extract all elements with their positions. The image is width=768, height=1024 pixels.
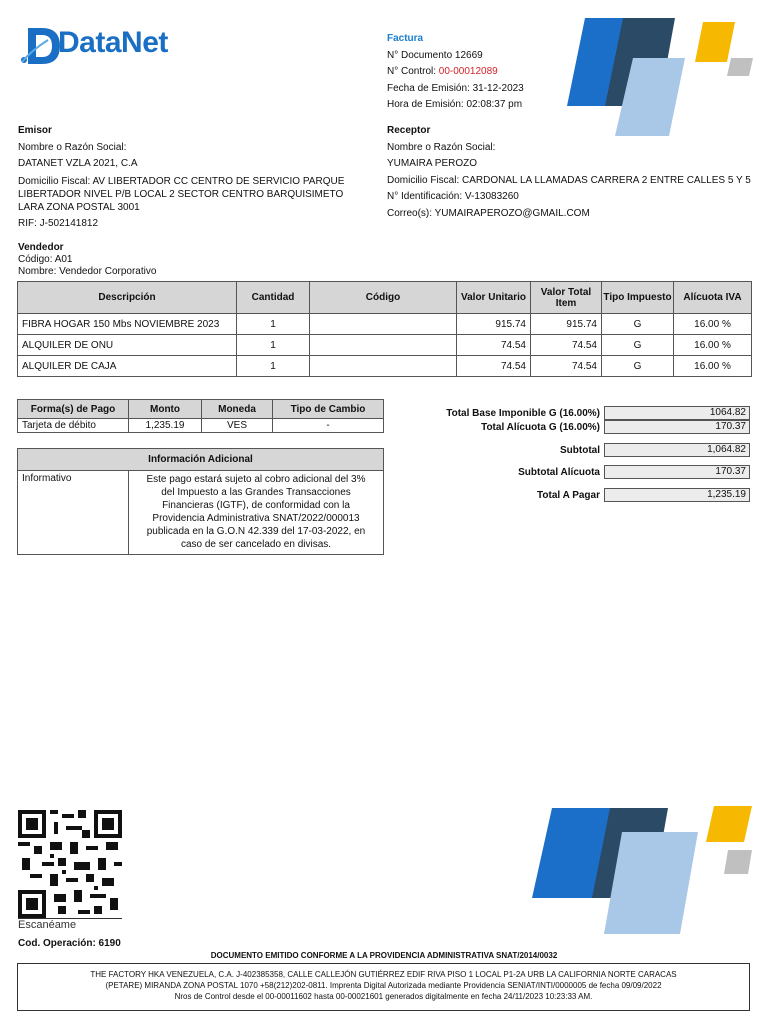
cell-valor-unitario: 915.74 (457, 314, 531, 335)
cell-valor-unitario: 74.54 (457, 335, 531, 356)
cell-descripcion: ALQUILER DE ONU (18, 335, 237, 356)
table-row (18, 356, 752, 377)
total-alicuota-value: 170.37 (604, 420, 750, 434)
emisor-name-label: Nombre o Razón Social: (18, 141, 127, 153)
emisor-block (18, 123, 368, 232)
cell-valor-total: 915.74 (531, 314, 602, 335)
emisor-heading: Emisor (18, 125, 52, 136)
table-row (18, 335, 752, 356)
vendedor-code: Código: A01 (18, 254, 73, 265)
cell-moneda: VES (202, 419, 273, 433)
receptor-address: Domicilio Fiscal: CARDONAL LA LLAMADAS CARRERA 2 ENTRE CALLES 5 Y 5 (387, 174, 751, 186)
cell-valor-total: 74.54 (531, 356, 602, 377)
total-base-row (400, 406, 750, 420)
cell-cantidad: 1 (237, 314, 310, 335)
col-forma-pago: Forma(s) de Pago (18, 400, 129, 419)
col-tipo-impuesto: Tipo Impuesto (602, 282, 674, 314)
subtotal-value: 1,064.82 (604, 443, 750, 457)
col-descripcion: Descripción (18, 282, 237, 314)
emisor-rif: RIF: J-502141812 (18, 217, 99, 229)
items-table (17, 281, 752, 377)
receptor-name: YUMAIRA PEROZO (387, 158, 478, 169)
control-number: N° Control: 00-00012089 (387, 66, 498, 77)
col-tipo-cambio: Tipo de Cambio (273, 400, 384, 419)
emisor-address: Domicilio Fiscal: AV LIBERTADOR CC CENTRO DE SERVICIO PARQUE LIBERTADOR NIVEL P/B LOCAL 2 SECTOR CENTRO BARQUISIMETO LARA ZONA POSTAL 3001 (18, 175, 345, 213)
printer-line-3: Nros de Control desde el 00-00011602 hasta 00-00021601 generados digitalmente en fecha 24/11/2023 10:23:33 AM. (174, 992, 593, 1001)
cell-forma-pago: Tarjeta de débito (18, 419, 129, 433)
subtotal-alicuota-label: Subtotal Alícuota (518, 466, 600, 478)
qr-caption: Escanéame (18, 918, 122, 931)
cell-codigo (310, 335, 457, 356)
subtotal-alicuota-value: 170.37 (604, 465, 750, 479)
receptor-block (387, 123, 757, 222)
cell-valor-unitario: 74.54 (457, 356, 531, 377)
additional-info-heading: Información Adicional (18, 449, 384, 471)
vendedor-heading: Vendedor (18, 242, 64, 253)
emission-time: Hora de Emisión: 02:08:37 pm (387, 99, 523, 110)
additional-info-table (17, 448, 384, 555)
cell-valor-total: 74.54 (531, 335, 602, 356)
subtotal-row (400, 443, 750, 457)
invoice-title: Factura (387, 33, 424, 44)
col-alicuota: Alícuota IVA (674, 282, 752, 314)
cell-alicuota: 16.00 % (674, 335, 752, 356)
providencia-text: DOCUMENTO EMITIDO CONFORME A LA PROVIDENCIA ADMINISTRATIVA SNAT/2014/0032 (210, 951, 558, 960)
cell-tipo-impuesto: G (602, 356, 674, 377)
col-monto: Monto (129, 400, 202, 419)
cell-cantidad: 1 (237, 335, 310, 356)
col-cantidad: Cantidad (237, 282, 310, 314)
invoice-info (387, 31, 587, 114)
vendedor-block (18, 242, 318, 278)
emission-date: Fecha de Emisión: 31-12-2023 (387, 82, 524, 94)
logo-text: DataNet (58, 26, 168, 59)
total-pagar-value: 1,235.19 (604, 488, 750, 502)
subtotal-alicuota-row (400, 465, 750, 479)
doc-number: N° Documento 12669 (387, 49, 483, 61)
cell-monto: 1,235.19 (129, 419, 202, 433)
total-base-value: 1064.82 (604, 406, 750, 420)
vendedor-name: Nombre: Vendedor Corporativo (18, 266, 157, 277)
qr-code (18, 810, 122, 918)
control-value: 00-00012089 (438, 66, 498, 77)
cell-tipo-cambio: - (273, 419, 384, 433)
cell-tipo-impuesto: G (602, 314, 674, 335)
receptor-heading: Receptor (387, 125, 431, 136)
emisor-name: DATANET VZLA 2021, C.A (18, 158, 138, 169)
cell-alicuota: 16.00 % (674, 314, 752, 335)
table-row (18, 419, 384, 433)
payment-table (17, 399, 384, 433)
col-codigo: Código (310, 282, 457, 314)
cell-codigo (310, 356, 457, 377)
receptor-email: Correo(s): YUMAIRAPEROZO@GMAIL.COM (387, 207, 590, 219)
col-valor-total: Valor Total Item (531, 282, 602, 314)
receptor-id: N° Identificación: V-13083260 (387, 191, 519, 202)
subtotal-label: Subtotal (560, 444, 600, 456)
receptor-name-label: Nombre o Razón Social: (387, 141, 496, 153)
additional-info-label: Informativo (18, 471, 129, 555)
payment-header-row (18, 400, 384, 419)
cell-descripcion: FIBRA HOGAR 150 Mbs NOVIEMBRE 2023 (18, 314, 237, 335)
total-pagar-row (400, 488, 750, 502)
table-row (18, 314, 752, 335)
cell-tipo-impuesto: G (602, 335, 674, 356)
cell-alicuota: 16.00 % (674, 356, 752, 377)
cell-codigo (310, 314, 457, 335)
col-valor-unitario: Valor Unitario (457, 282, 531, 314)
col-moneda: Moneda (202, 400, 273, 419)
total-alicuota-label: Total Alícuota G (16.00%) (481, 421, 600, 433)
cell-descripcion: ALQUILER DE CAJA (18, 356, 237, 377)
printer-info-box (17, 963, 750, 1011)
header-decoration (565, 18, 755, 138)
total-base-label: Total Base Imponible G (16.00%) (446, 407, 600, 419)
cell-cantidad: 1 (237, 356, 310, 377)
printer-line-2: (PETARE) MIRANDA ZONA POSTAL 1070 +58(212)202-0811. Imprenta Digital Autorizada mediante Providencia SENIAT/INTI/0000005 de fecha 09/09/2022 (105, 981, 662, 990)
total-alicuota-row (400, 420, 750, 434)
total-pagar-label: Total A Pagar (537, 489, 600, 501)
operation-code: Cod. Operación: 6190 (18, 938, 121, 949)
footer-decoration (530, 806, 755, 936)
datanet-logo (18, 20, 168, 70)
printer-line-1: THE FACTORY HKA VENEZUELA, C.A. J-402385358, CALLE CALLEJÓN GUTIÉRREZ EDIF RIVA PISO 1 LOCAL P1-2A URB LA CALIFORNIA NORTE CARACAS (90, 970, 677, 979)
items-header-row (18, 282, 752, 314)
additional-info-text: Este pago estará sujeto al cobro adicional del 3% del Impuesto a las Grandes Transacciones Financieras (IGTF), de conformidad con la Providencia Administrativa SNAT/2022/000013 publicada en la G.O.N 42.339 del 17-03-2022, en caso de ser cancelado en divisas. (129, 471, 384, 555)
